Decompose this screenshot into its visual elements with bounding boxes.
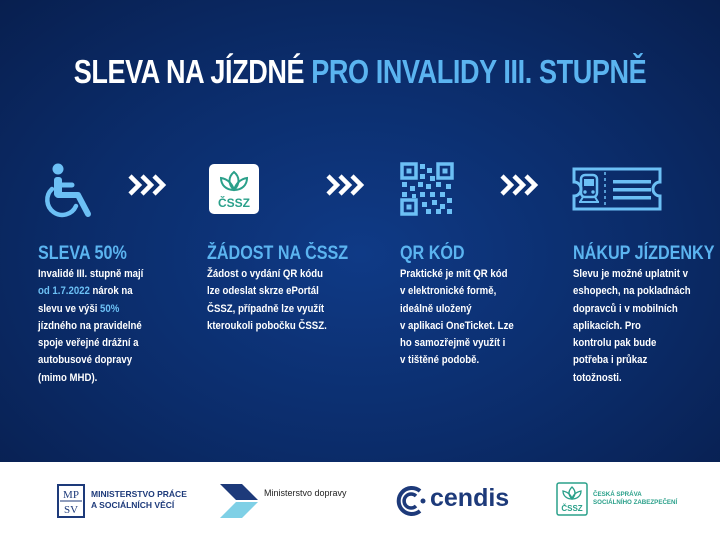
cssz-name-line2: SOCIÁLNÍHO ZABEZPEČENÍ <box>593 499 678 506</box>
mpsv-name-line2: A SOCIÁLNÍCH VĚCÍ <box>91 500 175 510</box>
text-line: Žádost o vydání QR kódu <box>207 268 324 280</box>
text-line: aplikacích. Pro <box>573 319 641 332</box>
text-line: Slevu je možné uplatnit v <box>573 268 688 280</box>
cssz-footer-logo <box>556 482 686 522</box>
svg-text:SV: SV <box>63 504 79 516</box>
cssz-emblem-text: ČSSZ <box>561 504 583 513</box>
text-line: v aplikaci OneTicket. Lze <box>400 319 514 332</box>
text-line: Invalidé III. stupně mají <box>38 268 144 280</box>
text-line: Praktické je mít QR kód <box>400 268 508 280</box>
date-highlight: od 1.7.2022 <box>38 285 90 298</box>
mpsv-logo <box>57 484 197 520</box>
text-line: (mimo MHD). <box>38 371 98 384</box>
text-line: v tištěné podobě. <box>400 354 480 367</box>
cendis-mark-icon <box>396 485 428 517</box>
cendis-logo <box>396 482 526 522</box>
text-line: autobusové dopravy <box>38 354 133 367</box>
train-ticket-icon <box>571 166 663 212</box>
wheelchair-icon <box>40 162 102 224</box>
chevron-right-icon <box>500 174 540 196</box>
step-heading: ŽÁDOST NA ČSSZ <box>207 243 349 264</box>
step-text <box>400 266 514 370</box>
mpsv-emblem-icon <box>57 484 85 518</box>
percent-highlight: 50% <box>100 302 120 315</box>
chevron-right-icon <box>326 174 366 196</box>
chevron-right-icon <box>128 174 168 196</box>
text-line: od 1.7.2022 nárok na <box>38 285 133 298</box>
svg-text:MP: MP <box>63 489 79 501</box>
step-heading: QR KÓD <box>400 243 465 264</box>
text-line: lze odeslat skrze ePortál <box>207 285 319 298</box>
text-line: ideálně uložený <box>400 302 472 315</box>
text-line: potřeba i průkaz <box>573 354 648 367</box>
step-heading: NÁKUP JÍZDENKY <box>573 243 715 264</box>
step-heading: SLEVA 50% <box>38 243 127 264</box>
step-text <box>573 266 691 387</box>
cssz-name-line1: ČESKÁ SPRÁVA <box>593 491 642 498</box>
qr-code-icon <box>400 162 454 216</box>
text-line: ho samozřejmě využít i <box>400 337 506 350</box>
text-line: spoje veřejné drážní a <box>38 337 139 350</box>
text-line: slevu ve výši 50% <box>38 302 120 315</box>
partner-logos <box>0 462 720 540</box>
text-line: eshopech, na pokladnách <box>573 285 691 298</box>
step-text <box>38 266 143 387</box>
cssz-icon-text: ČSSZ <box>217 196 251 210</box>
text-line: totožnosti. <box>573 371 622 384</box>
text-line: kteroukoli pobočku ČSSZ. <box>207 319 327 332</box>
text-line: jízdného na pravidelné <box>38 319 142 332</box>
md-name: Ministerstvo dopravy <box>264 488 347 498</box>
mpsv-name-line1: MINISTERSTVO PRÁCE <box>91 489 187 499</box>
text-line: dopravců i v mobilních <box>573 302 678 315</box>
step-text <box>207 266 327 335</box>
md-arrow-icon <box>218 482 266 520</box>
text-line: v elektronické formě, <box>400 285 497 298</box>
title-white-part: SLEVA NA JÍZDNÉ <box>73 53 305 90</box>
md-logo <box>218 480 368 522</box>
text-line: kontrolu pak bude <box>573 337 657 350</box>
cssz-emblem-icon <box>556 482 588 516</box>
page-title <box>65 50 655 94</box>
text-line: ČSSZ, případně lze využít <box>207 302 325 315</box>
cssz-logo-icon <box>209 164 259 214</box>
cendis-wordmark: cendis <box>430 484 510 512</box>
title-blue-part: PRO INVALIDY III. STUPNĚ <box>311 53 647 90</box>
